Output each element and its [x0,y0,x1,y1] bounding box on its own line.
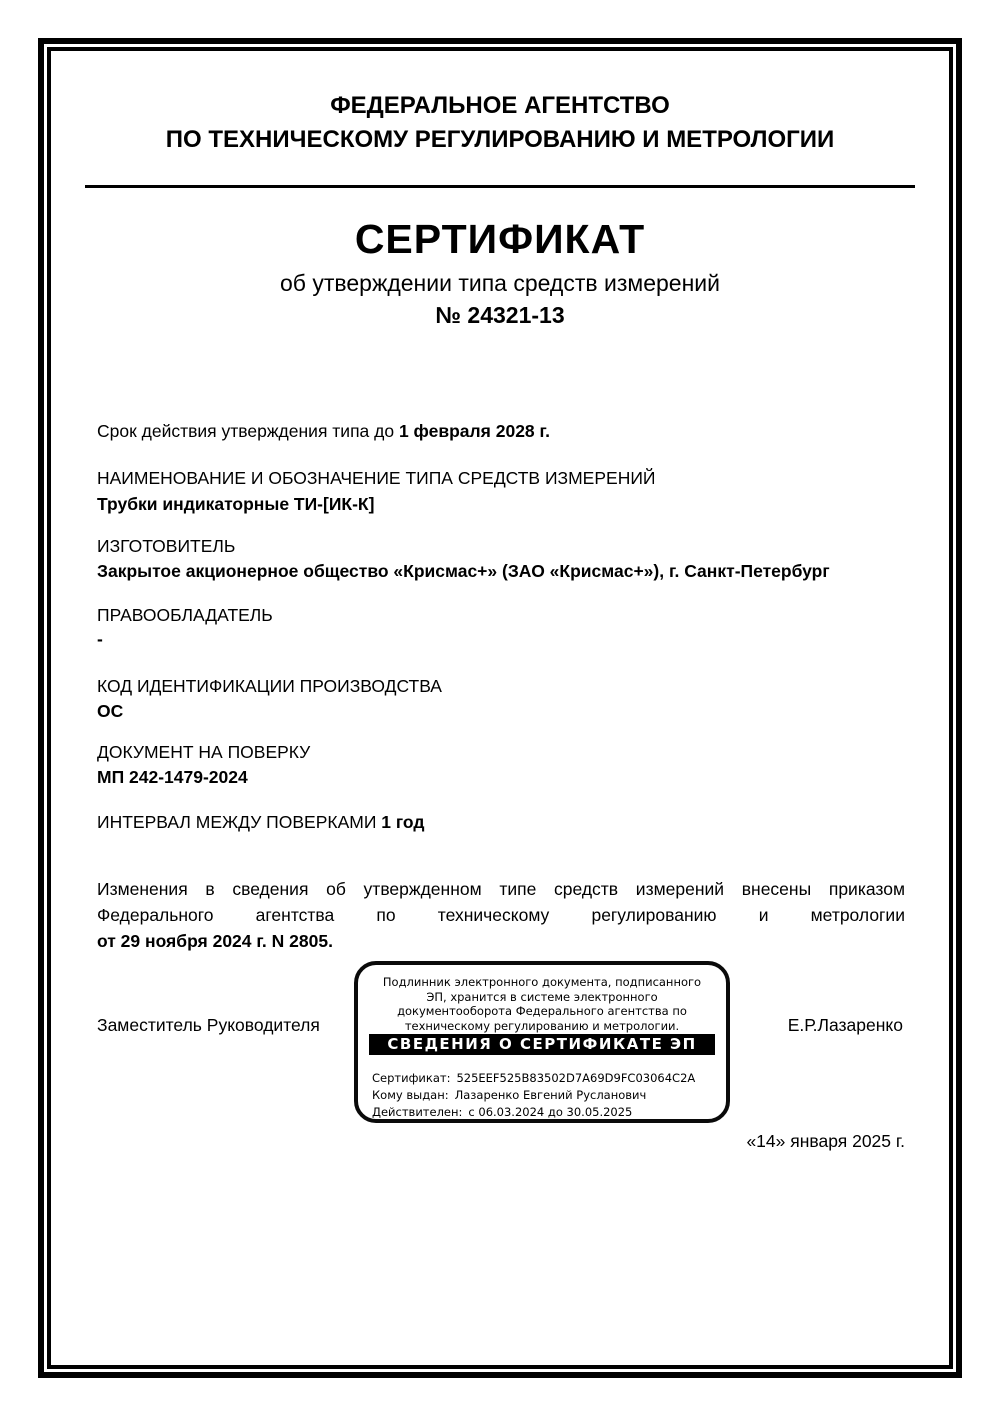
stamp-bar-title: СВЕДЕНИЯ О СЕРТИФИКАТЕ ЭП [369,1034,715,1055]
document-title: СЕРТИФИКАТ [354,216,646,262]
amendment-line3: от 29 ноября 2024 г. N 2805. [97,931,333,951]
signatory-position: Заместитель Руководителя [97,1015,320,1035]
amendment-line1: Изменения в сведения об утвержденном типе средств измерений внесены приказом [97,879,905,899]
stamp-certificate-details [372,1070,718,1121]
stamp-notice-text: Подлинник электронного документа, подписанного ЭП, хранится в системе электронного документооборота Федерального агентства по техническому регулированию и метрологии. [382,975,702,1033]
interval-line [97,810,905,835]
type-name-label: НАИМЕНОВАНИЕ И ОБОЗНАЧЕНИЕ ТИПА СРЕДСТВ ИЗМЕРЕНИЙ [97,468,656,488]
stamp-valid-period-label: Действителен: [372,1105,463,1119]
rightsholder-value: - [97,629,103,649]
interval-value: 1 год [381,812,425,832]
rightsholder-label: ПРАВООБЛАДАТЕЛЬ [97,605,273,625]
stamp-valid-period-value: с 06.03.2024 до 30.05.2025 [468,1105,633,1119]
verification-doc-value: МП 242-1479-2024 [97,767,248,787]
type-name-value: Трубки индикаторные ТИ-[ИК-К] [97,494,375,514]
validity-value: 1 февраля 2028 г. [398,421,550,441]
verification-doc-label: ДОКУМЕНТ НА ПОВЕРКУ [97,742,311,762]
manufacturer-label: ИЗГОТОВИТЕЛЬ [97,536,236,556]
stamp-issued-to-label: Кому выдан: [372,1088,449,1102]
document-date: «14» января 2025 г. [746,1131,905,1151]
stamp-row-valid-period [372,1104,718,1121]
amendment-paragraph [97,876,905,954]
signatory-name: Е.Р.Лазаренко [787,1015,903,1035]
stamp-certificate-value: 525EEF525B83502D7A69D9FC03064C2A [456,1071,696,1085]
document-subtitle: об утверждении типа средств измерений [280,270,720,296]
production-code-value: ОС [97,701,124,721]
certificate-number: № 24321-13 [435,302,565,328]
stamp-row-certificate [372,1070,718,1087]
manufacturer-value: Закрытое акционерное общество «Крисмас+» (ЗАО «Крисмас+»), г. Санкт-Петербург [97,561,830,581]
agency-name-line2: ПО ТЕХНИЧЕСКОМУ РЕГУЛИРОВАНИЮ И МЕТРОЛОГИИ [165,126,835,153]
digital-signature-stamp [354,961,730,1123]
stamp-issued-to-value: Лазаренко Евгений Русланович [454,1088,647,1102]
validity-label: Срок действия утверждения типа до [97,421,399,441]
stamp-certificate-label: Сертификат: [372,1071,451,1085]
interval-label: ИНТЕРВАЛ МЕЖДУ ПОВЕРКАМИ [97,812,382,832]
production-code-label: КОД ИДЕНТИФИКАЦИИ ПРОИЗВОДСТВА [97,676,442,696]
header-divider [85,185,915,188]
validity-line [97,419,905,444]
agency-name-line1: ФЕДЕРАЛЬНОЕ АГЕНТСТВО [330,92,670,119]
amendment-line2: Федерального агентства по техническому регулированию и метрологии [97,905,905,925]
stamp-row-issued-to [372,1087,718,1104]
